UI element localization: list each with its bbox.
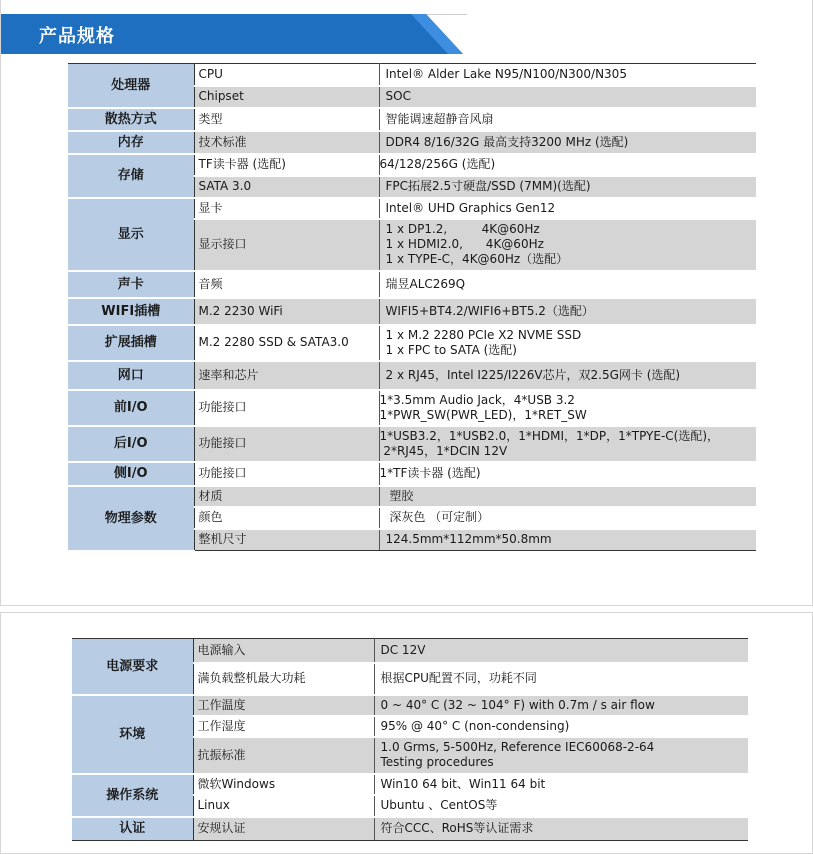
item-cell: 显示接口: [194, 219, 379, 271]
category-cell: 认证: [72, 817, 193, 841]
table-row: [68, 325, 756, 361]
item-cell: 电源输入: [193, 639, 374, 663]
value-cell: DDR4 8/16/32G 最高支持3200 MHz (选配): [379, 131, 756, 154]
item-cell: 安规认证: [193, 817, 374, 841]
table-row: [68, 426, 756, 462]
category-cell: 处理器: [68, 64, 194, 108]
item-cell: TF读卡器 (选配): [194, 154, 379, 176]
item-cell: 抗振标准: [193, 737, 374, 774]
category-cell: 侧I/O: [68, 462, 194, 486]
item-cell: 音频: [194, 271, 379, 298]
item-cell: 满负载整机最大功耗: [193, 663, 374, 695]
category-cell: 前I/O: [68, 390, 194, 426]
value-cell: Win10 64 bit、Win11 64 bit: [374, 774, 748, 795]
item-cell: 工作温度: [193, 695, 374, 716]
table-row: [72, 774, 748, 795]
item-cell: CPU: [194, 64, 379, 86]
category-cell: 网口: [68, 361, 194, 390]
category-cell: 电源要求: [72, 639, 193, 695]
item-cell: 材质: [194, 486, 379, 507]
value-cell: 智能调速超静音风扇: [379, 108, 756, 131]
table-row: [72, 695, 748, 716]
table-row: [68, 108, 756, 131]
value-cell: Intel® Alder Lake N95/N100/N300/N305: [379, 64, 756, 86]
value-cell: 124.5mm*112mm*50.8mm: [379, 529, 756, 551]
value-cell: 根据CPU配置不同，功耗不同: [374, 663, 748, 695]
value-cell: 1.0 Grms, 5-500Hz, Reference IEC60068-2-64 Testing procedures: [374, 737, 748, 774]
table-row: [72, 639, 748, 663]
table-row: [68, 154, 756, 176]
category-cell: 操作系统: [72, 774, 193, 817]
value-cell: Intel® UHD Graphics Gen12: [379, 198, 756, 219]
table-row: [68, 131, 756, 154]
item-cell: 功能接口: [194, 390, 379, 426]
value-cell: 95% @ 40° C (non-condensing): [374, 716, 748, 737]
category-cell: 物理参数: [68, 486, 194, 551]
value-cell: FPC拓展2.5寸硬盘/SSD (7MM)(选配): [379, 176, 756, 198]
table-row: [72, 817, 748, 841]
category-cell: 后I/O: [68, 426, 194, 462]
value-cell: 1*TF读卡器 (选配): [379, 462, 756, 486]
item-cell: 功能接口: [194, 462, 379, 486]
table-row: [68, 462, 756, 486]
category-cell: 声卡: [68, 271, 194, 298]
value-cell: 符合CCC、RoHS等认证需求: [374, 817, 748, 841]
value-cell: 1 x M.2 2280 PCIe X2 NVME SSD 1 x FPC to SATA (选配): [379, 325, 756, 361]
table-row: [68, 486, 756, 507]
item-cell: 显卡: [194, 198, 379, 219]
table-row: [68, 390, 756, 426]
category-cell: WIFI插槽: [68, 298, 194, 325]
category-cell: 显示: [68, 198, 194, 271]
item-cell: 类型: [194, 108, 379, 131]
item-cell: SATA 3.0: [194, 176, 379, 198]
value-cell: 1*3.5mm Audio Jack，4*USB 3.2 1*PWR_SW(PWR_LED)，1*RET_SW: [379, 390, 756, 426]
value-cell: 64/128/256G (选配): [379, 154, 756, 176]
section-header: [1, 14, 463, 54]
value-cell: 1*USB3.2，1*USB2.0，1*HDMI，1*DP，1*TPYE-C(选配)， 2*RJ45，1*DCIN 12V: [379, 426, 756, 462]
value-cell: 深灰色 （可定制）: [379, 507, 756, 529]
category-cell: 内存: [68, 131, 194, 154]
item-cell: 微软Windows: [193, 774, 374, 795]
spec-table-main: [68, 63, 756, 552]
item-cell: Chipset: [194, 86, 379, 108]
value-cell: 2 x RJ45，Intel I225/I226V芯片，双2.5G网卡 (选配): [379, 361, 756, 390]
category-cell: 扩展插槽: [68, 325, 194, 361]
value-cell: 0 ~ 40° C (32 ~ 104° F) with 0.7m / s air flow: [374, 695, 748, 716]
item-cell: M.2 2280 SSD & SATA3.0: [194, 325, 379, 361]
value-cell: 1 x DP1.2, 4K@60Hz 1 x HDMI2.0, 4K@60Hz 1 x TYPE-C，4K@60Hz（选配）: [379, 219, 756, 271]
item-cell: Linux: [193, 795, 374, 817]
item-cell: 颜色: [194, 507, 379, 529]
value-cell: Ubuntu 、CentOS等: [374, 795, 748, 817]
table-row: [68, 298, 756, 325]
spec-panel-secondary: [0, 612, 813, 854]
item-cell: 速率和芯片: [194, 361, 379, 390]
value-cell: SOC: [379, 86, 756, 108]
value-cell: WIFI5+BT4.2/WIFI6+BT5.2（选配）: [379, 298, 756, 325]
item-cell: 整机尺寸: [194, 529, 379, 551]
category-cell: 环境: [72, 695, 193, 774]
table-row: [68, 361, 756, 390]
item-cell: M.2 2230 WiFi: [194, 298, 379, 325]
value-cell: 塑胶: [379, 486, 756, 507]
item-cell: 技术标准: [194, 131, 379, 154]
item-cell: 功能接口: [194, 426, 379, 462]
table-row: [68, 198, 756, 219]
value-cell: 瑞昱ALC269Q: [379, 271, 756, 298]
category-cell: 存储: [68, 154, 194, 198]
table-row: [68, 271, 756, 298]
item-cell: 工作湿度: [193, 716, 374, 737]
value-cell: DC 12V: [374, 639, 748, 663]
table-row: [68, 64, 756, 86]
category-cell: 散热方式: [68, 108, 194, 131]
spec-table-secondary: [72, 638, 748, 841]
section-title: 产品规格: [39, 26, 115, 47]
